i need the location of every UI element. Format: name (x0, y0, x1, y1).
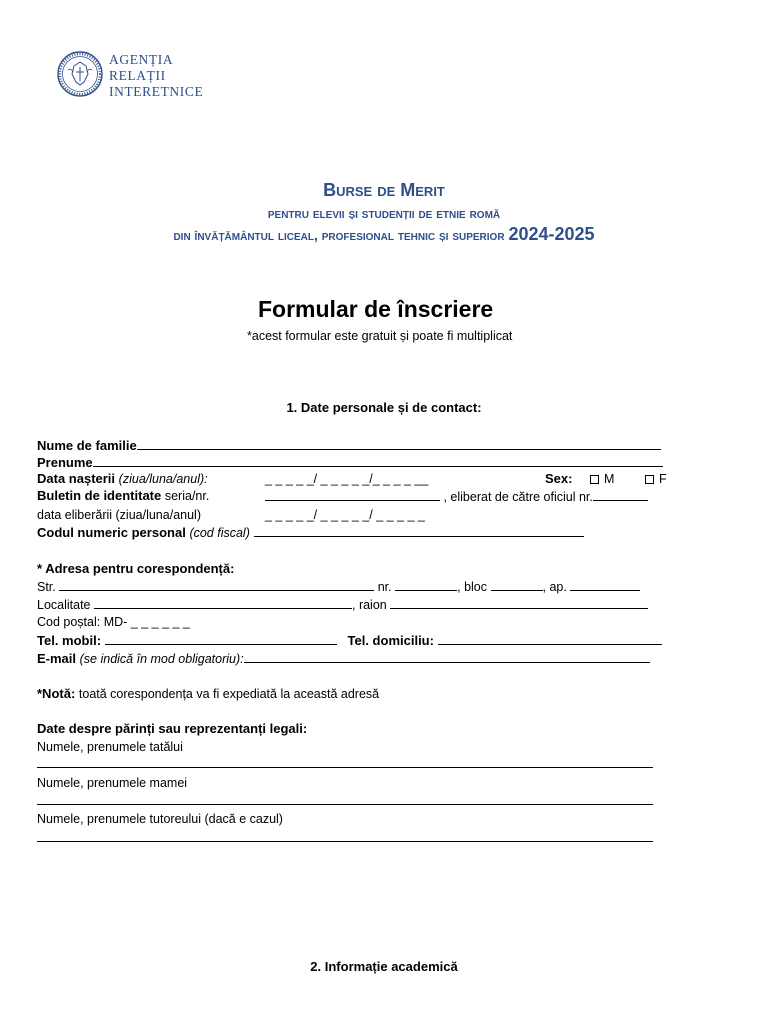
label-data-nasterii: Data nașterii (37, 471, 116, 486)
header-year: 2024-2025 (508, 224, 595, 244)
option-sex-f[interactable] (645, 471, 667, 487)
checkbox-m[interactable] (590, 475, 599, 484)
logo-line-1: AGENȚIA (109, 52, 174, 67)
option-sex-m[interactable] (590, 471, 614, 487)
checkbox-f[interactable] (645, 475, 654, 484)
logo-line-3: INTERETNICE (109, 84, 204, 99)
blank-nume[interactable] (137, 437, 661, 450)
header-subtitle-2 (0, 224, 768, 245)
section-2-heading: 2. Informație academică (310, 959, 458, 974)
blank-email[interactable] (244, 650, 650, 663)
nota (37, 686, 379, 702)
form-title: Formular de înscriere (258, 296, 494, 322)
blank-tel-domiciliu[interactable] (438, 632, 662, 645)
form-subtitle: *acest formular este gratuit și poate fi multiplicat (247, 329, 513, 343)
field-prenume[interactable] (37, 454, 663, 471)
blank-cod-postal[interactable]: _ _ _ _ _ _ (130, 615, 190, 629)
field-buletin-nr[interactable] (265, 488, 648, 505)
field-nume-de-familie[interactable] (37, 437, 661, 454)
field-buletin (37, 488, 209, 504)
field-cod-postal[interactable] (37, 614, 190, 630)
blank-str[interactable] (59, 578, 374, 591)
blank-localitate[interactable] (94, 596, 352, 609)
blank-mama[interactable] (37, 804, 653, 805)
header-subtitle-1: pentru elevii și studenții de etnie romă (267, 205, 501, 221)
coat-of-arms-seal-icon (56, 50, 104, 98)
blank-data-eliberarii[interactable]: _ _ _ _ _/ _ _ _ _ _/ _ _ _ _ _ (265, 508, 425, 522)
field-email[interactable] (37, 650, 650, 667)
label-email: E-mail (37, 651, 77, 666)
field-adresa-strada[interactable] (37, 578, 640, 595)
hint-cod-fiscal: (cod fiscal) (189, 526, 250, 540)
label-tel-mobil: Tel. mobil: (37, 633, 102, 648)
label-data-eliberarii: data eliberării (ziua/luna/anul) (37, 508, 201, 522)
label-nume: Nume de familie (37, 438, 137, 453)
blank-ap[interactable] (570, 578, 640, 591)
label-tutore: Numele, prenumele tutoreului (dacă e cazul) (37, 812, 283, 826)
label-mama: Numele, prenumele mamei (37, 776, 188, 790)
nota-text: toată corespondența va fi expediată la această adresă (78, 687, 380, 701)
hint-data-nasterii: (ziua/luna/anul): (118, 472, 208, 486)
blank-tel-mobil[interactable] (105, 632, 337, 645)
blank-seria-nr[interactable] (265, 488, 440, 501)
label-ap: , ap. (542, 580, 567, 594)
label-prenume: Prenume (37, 455, 93, 470)
label-localitate: Localitate (37, 598, 91, 612)
label-sex-m: M (604, 472, 615, 486)
section-1-heading: 1. Date personale și de contact: (286, 400, 482, 415)
label-raion: , raion (352, 598, 387, 612)
label-buletin: Buletin de identitate (37, 488, 162, 503)
blank-cod-numeric[interactable] (254, 524, 584, 537)
blank-prenume[interactable] (93, 454, 663, 467)
label-bloc: , bloc (457, 580, 488, 594)
hint-email: (se indică în mod obligatoriu): (79, 652, 244, 666)
label-eliberat: , eliberat de către oficiul nr. (443, 490, 593, 504)
label-sex: Sex: (545, 471, 573, 486)
blank-oficiul[interactable] (593, 488, 648, 501)
field-telefon[interactable] (37, 632, 662, 649)
parinti-heading: Date despre părinți sau reprezentanți legali: (37, 721, 308, 736)
field-cod-numeric[interactable] (37, 524, 584, 541)
label-str: Str. (37, 580, 56, 594)
blank-tata[interactable] (37, 767, 653, 768)
label-seria: seria/nr. (164, 489, 210, 503)
label-nr: nr. (377, 580, 392, 594)
field-data-nasterii (37, 471, 208, 487)
agency-logo (56, 50, 203, 100)
nota-label: *Notă: (37, 686, 76, 701)
header-title: Burse de Merit (323, 180, 445, 200)
blank-tutore[interactable] (37, 841, 653, 842)
agency-name (109, 52, 203, 100)
label-sex-f: F (659, 472, 667, 486)
logo-line-2: RELAȚII (109, 68, 166, 83)
adresa-heading: * Adresa pentru corespondență: (37, 561, 235, 576)
label-tata: Numele, prenumele tatălui (37, 740, 183, 754)
header-subtitle-text: din învățământul liceal, profesional tehnic și superior (173, 227, 505, 243)
field-localitate[interactable] (37, 596, 648, 613)
field-sex (545, 471, 572, 487)
label-cod-postal: Cod poștal: MD- (37, 615, 128, 629)
blank-bloc[interactable] (491, 578, 543, 591)
blank-nr[interactable] (395, 578, 457, 591)
label-tel-domiciliu: Tel. domiciliu: (347, 633, 434, 648)
blank-data-nasterii[interactable]: _ _ _ _ _/ _ _ _ _ _/_ _ _ _ __ (265, 472, 429, 486)
label-cod-numeric: Codul numeric personal (37, 525, 186, 540)
blank-raion[interactable] (390, 596, 648, 609)
